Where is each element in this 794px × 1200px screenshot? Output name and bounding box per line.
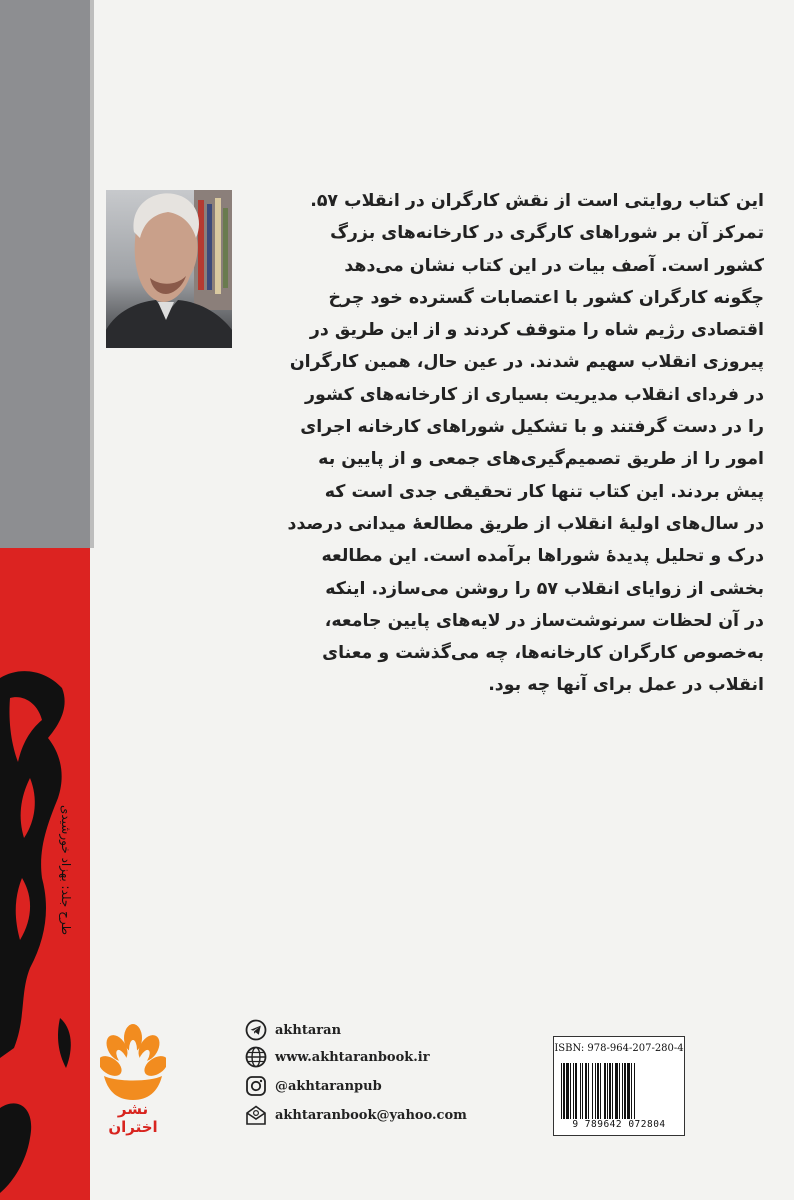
email-icon xyxy=(245,1104,267,1126)
spine-edge xyxy=(90,0,94,548)
barcode-bar xyxy=(622,1063,623,1119)
spine-red-panel xyxy=(0,548,90,1200)
instagram-icon xyxy=(245,1075,267,1097)
spine-gray-panel xyxy=(0,0,90,548)
barcode-bar xyxy=(588,1063,589,1119)
description-line: را در دست گرفتند و با تشکیل شوراهای کارخانه اجرای xyxy=(300,417,764,438)
barcode-bar xyxy=(607,1063,608,1119)
description-line: تمرکز آن بر شوراهای کارگری در کارخانه‌های بزرگ xyxy=(330,223,764,244)
description-line: در آن لحظات سرنوشت‌ساز در لایه‌های پایین جامعه، xyxy=(324,610,764,631)
barcode-bar xyxy=(600,1063,601,1119)
barcode-bar xyxy=(624,1063,626,1119)
barcode-bar xyxy=(615,1063,618,1119)
barcode-bar xyxy=(563,1063,565,1119)
description-line: پیش بردند. این کتاب تنها کار تحقیقی جدی است که xyxy=(324,481,764,502)
publisher-name: نشر اختران xyxy=(108,1100,158,1136)
designer-credit-text: طرح جلد: بهزاد خورشیدی xyxy=(59,804,73,936)
description-line: در سال‌های اولیهٔ انقلاب از طریق مطالعهٔ میدانی درصدد xyxy=(287,513,764,534)
globe-icon xyxy=(245,1046,267,1068)
book-description xyxy=(232,185,764,702)
barcode-bar xyxy=(561,1063,562,1119)
description-line: پیروزی انقلاب سهیم شدند. در عین حال، همین کارگران xyxy=(289,352,764,373)
contact-website[interactable] xyxy=(245,1046,430,1068)
isbn-barcode xyxy=(553,1036,685,1136)
barcode-bar xyxy=(592,1063,593,1119)
barcode-graphic xyxy=(559,1063,679,1119)
author-photo xyxy=(106,190,232,348)
barcode-bar xyxy=(575,1063,577,1119)
barcode-bar xyxy=(604,1063,606,1119)
barcode-bar xyxy=(609,1063,611,1119)
description-line: کشور است. آصف بیات در این کتاب نشان می‌دهد xyxy=(344,255,764,276)
contact-email[interactable] xyxy=(245,1104,467,1126)
description-line: این کتاب روایتی است از نقش کارگران در انقلاب ۵۷. xyxy=(310,191,764,211)
contact-telegram-text: akhtaran xyxy=(275,1022,342,1038)
barcode-bar xyxy=(634,1063,635,1119)
barcode-bar xyxy=(595,1063,596,1119)
barcode-bar xyxy=(573,1063,574,1119)
contact-instagram-text: @akhtaranpub xyxy=(275,1078,382,1094)
isbn-label: ISBN: 978-964-207-280-4 xyxy=(554,1043,684,1054)
barcode-bar xyxy=(619,1063,620,1119)
barcode-bar xyxy=(631,1063,632,1119)
cover-art-illustration xyxy=(0,548,90,1200)
barcode-bar xyxy=(566,1063,569,1119)
barcode-bar xyxy=(597,1063,599,1119)
description-line: در فردای انقلاب مدیریت بسیاری از کارخانه‌های کشور xyxy=(305,384,764,405)
description-line: امور را از طریق تصمیم‌گیری‌های جمعی و از پایین به xyxy=(318,449,764,470)
contact-email-text: akhtaranbook@yahoo.com xyxy=(275,1107,467,1123)
description-line: چگونه کارگران کشور با اعتصابات گسترده خود چرخ xyxy=(328,287,764,308)
contact-instagram[interactable] xyxy=(245,1075,382,1097)
barcode-bar xyxy=(570,1063,571,1119)
contact-website-text: www.akhtaranbook.ir xyxy=(275,1049,430,1065)
barcode-bar xyxy=(582,1063,583,1119)
barcode-bar xyxy=(585,1063,587,1119)
barcode-bar xyxy=(627,1063,630,1119)
description-line: درک و تحلیل پدیدهٔ شوراها برآمده است. این مطالعه xyxy=(321,546,764,567)
telegram-icon xyxy=(245,1019,267,1041)
barcode-bar xyxy=(580,1063,581,1119)
description-line: انقلاب در عمل برای آنها چه بود. xyxy=(488,675,764,696)
description-line: اقتصادی رژیم شاه را متوقف کردند و از این طریق در xyxy=(309,320,764,341)
barcode-bar xyxy=(612,1063,613,1119)
author-portrait-image xyxy=(106,190,232,348)
contact-telegram[interactable] xyxy=(245,1019,341,1041)
barcode-digits: 9 789642 072804 xyxy=(572,1119,666,1130)
description-line: به‌خصوص کارگران کارخانه‌ها، چه می‌گذشت و معنای xyxy=(322,643,764,664)
description-line: بخشی از زوایای انقلاب ۵۷ را روشن می‌سازد. اینکه xyxy=(325,578,764,599)
publisher-logo-icon xyxy=(100,1022,166,1102)
